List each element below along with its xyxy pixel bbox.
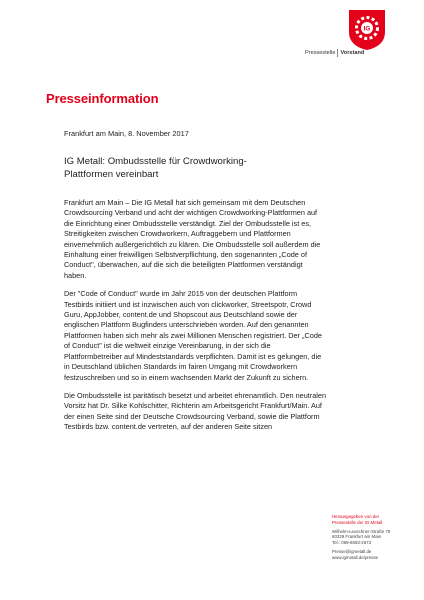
address-city: 60329 Frankfurt am Main bbox=[332, 534, 382, 540]
department-divider bbox=[337, 49, 338, 57]
body-paragraph: Frankfurt am Main – Die IG Metall hat sich gemeinsam mit dem Deutschen Crowdsourcing Verband und acht der wichtigen Crowdworking-Plattformen auf die Einrichtung einer Ombudsstelle verständigt. Ziel der Ombudsstelle ist es, Streitigkeiten zwischen Crowdworkern, Auftraggebern und Plattformen einvernehmlich außergerichtlich zu klären. Die Ombudsstelle soll außerdem die Einhaltung einer freiwilligen Selbstverpflichtung, den sogenannten „Code of Conduct", überwachen, auf die sich die beteiligten Plattformen verständigt haben. bbox=[64, 198, 321, 280]
dateline: Frankfurt am Main, 8. November 2017 bbox=[64, 129, 189, 138]
press-release-title bbox=[64, 155, 304, 181]
publisher-line: Herausgegeben von der bbox=[332, 514, 380, 519]
publisher-line: Pressestelle der IG Metall bbox=[332, 519, 383, 525]
page-heading: Presseinformation bbox=[46, 91, 159, 106]
web-link[interactable]: www.igmetall.de/presse bbox=[332, 554, 379, 560]
publisher-info bbox=[332, 514, 418, 561]
press-release-body bbox=[64, 198, 326, 441]
title-line: IG Metall: Ombudsstelle für Crowdworking- bbox=[64, 156, 247, 167]
address-street: Wilhelm-Leuschner-Straße 79 bbox=[332, 528, 391, 534]
sub-department-name: Vorstand bbox=[340, 49, 365, 56]
email-link[interactable]: Presse@igmetall.de bbox=[332, 548, 372, 554]
title-line: Plattformen vereinbart bbox=[64, 169, 159, 180]
ig-metall-logo bbox=[345, 8, 389, 52]
department-label bbox=[305, 49, 417, 57]
logo-text-ig: IG bbox=[363, 25, 371, 33]
body-paragraph: Die Ombudsstelle ist paritätisch besetzt und arbeitet ehrenamtlich. Den neutralen Vorsitz hat Dr. Silke Kohlschitter, Richterin am Arbeitsgericht Frankfurt/Main. Auf der einen Seite sind der Deutsche Crowdsourcing Verband, sowie die Plattform Testbirds bzw. content.de vertreten, auf der anderen Seite sitzen bbox=[64, 390, 327, 432]
department-name: Pressestelle bbox=[305, 49, 336, 56]
phone-number: Tel.: 069-6693-2673 bbox=[332, 540, 372, 546]
body-paragraph: Der "Code of Conduct" wurde im Jahr 2015 von der deutschen Plattform Testbirds initiiert und ist inzwischen auch von clickworker, Streetspotr, Crowd Guru, AppJobber, content.de und Shopscout aus Deutschland sowie der englischen Plattform Bugfinders unterschrieben worden. Auf den genannten Plattformen haben sich mehr als zwei Millionen Menschen registriert. Der „Code of Conduct" ist die weltweit einzige Vereinbarung, in der sich die Plattformbetreiber auf Mindeststandards verpflichten. Damit ist es gelungen, die in Deutschland üblichen Standards im fairen Umgang mit Crowdworkern festzuschreiben und so in einem wachsenden Markt der Zukunft zu sichern. bbox=[64, 289, 322, 382]
